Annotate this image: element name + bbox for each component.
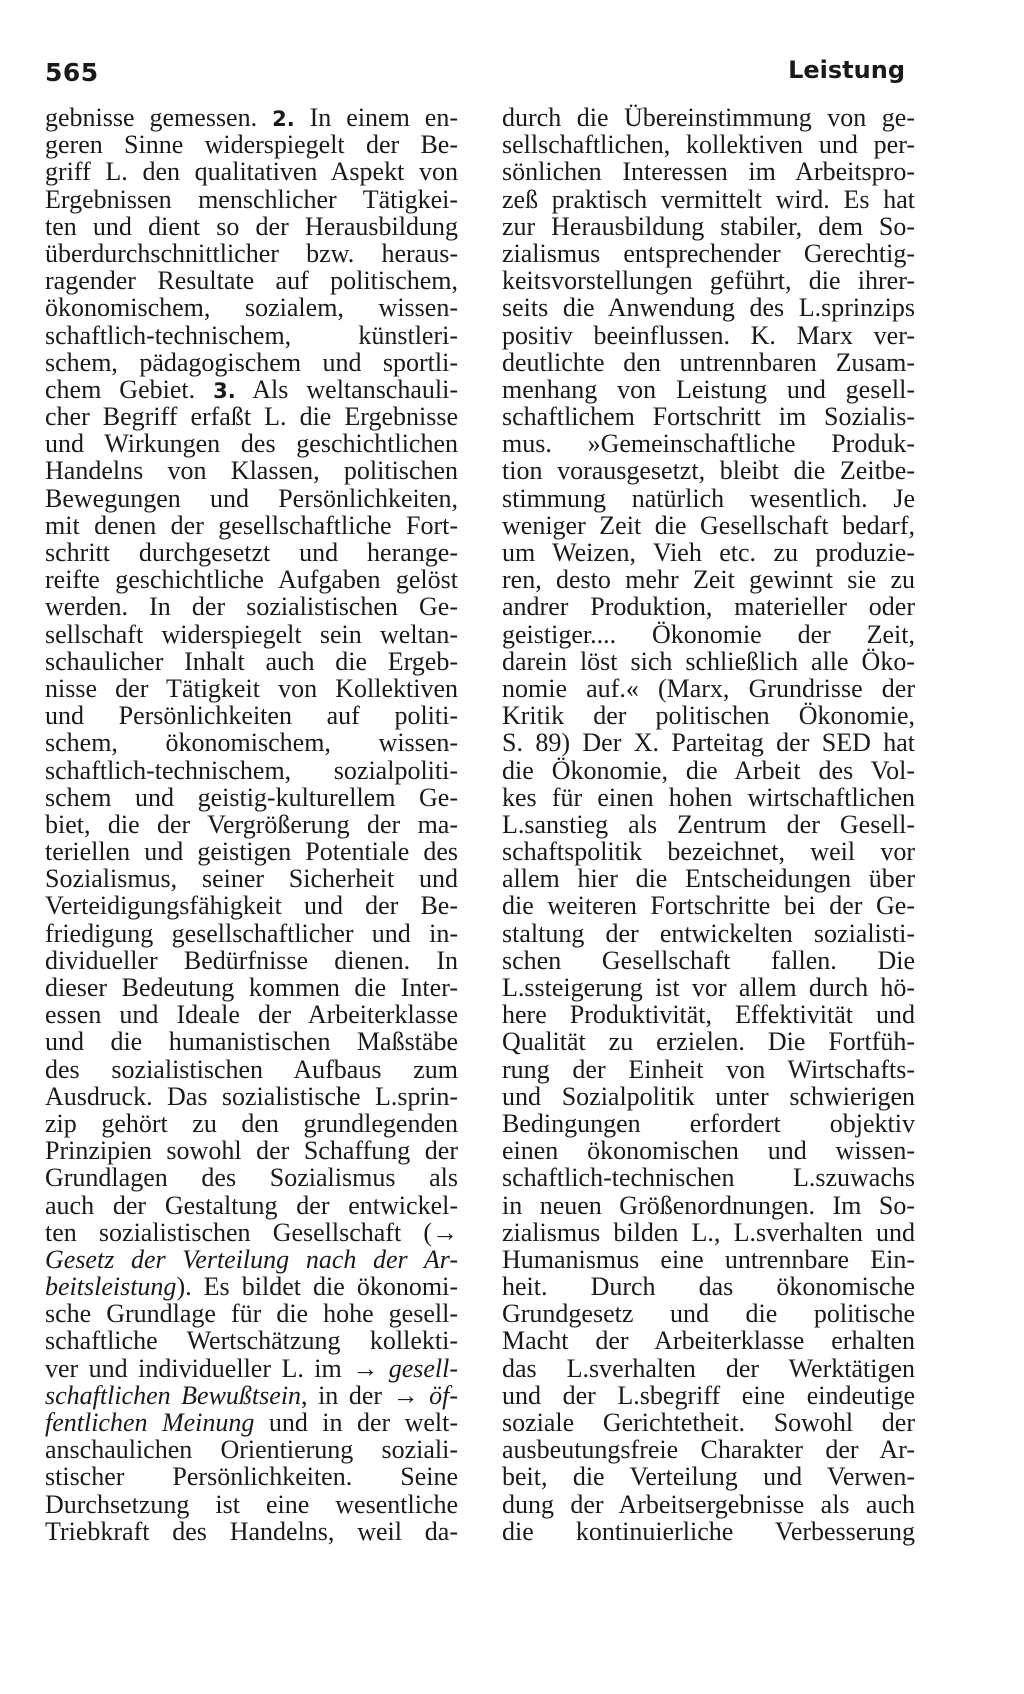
text-line: Verteidigungsfähigkeit und der Be- [45,891,458,921]
text-line: anschaulichen Orientierung soziali- [45,1435,458,1465]
text-line: durch die Übereinstimmung von ge- [502,103,915,132]
text-line: um Weizen, Vieh etc. zu produzie- [502,538,915,567]
text-line: überdurchschnittlicher bzw. heraus- [45,238,458,268]
text-line: schaftspolitik bezeichnet, weil vor [502,837,915,867]
text-line: dung der Arbeitsergebnisse als auch [502,1489,915,1519]
text-line: schaftlich-technischem, künstleri- [45,320,458,350]
text-line: essen und Ideale der Arbeiterklasse [45,1000,458,1030]
text-line: Humanismus eine untrennbare Ein- [502,1244,915,1274]
text-line: zip gehört zu den grundlegenden [45,1108,458,1138]
text-line: sche Grundlage für die hohe gesell- [45,1299,458,1329]
text-line: teriellen und geistigen Potentiale des [45,837,458,867]
text-line: mus. »Gemeinschaftliche Produk- [502,429,915,459]
text-line: die kontinuierliche Verbesserung [502,1516,915,1546]
text-line: sellschaft widerspiegelt sein weltan- [45,619,458,649]
text-line: schritt durchgesetzt und herange- [45,538,458,567]
cross-reference[interactable]: schaftlichen Bewußtsein [45,1380,302,1410]
text-line: biet, die der Vergrößerung der ma- [45,809,458,839]
text-line: tion vorausgesetzt, bleibt die Zeitbe- [502,456,915,486]
cross-reference[interactable]: öf- [429,1380,458,1410]
text-line: cher Begriff erfaßt L. die Ergebnisse [45,402,458,432]
text-line: Durchsetzung ist eine wesentliche [45,1489,458,1519]
running-head: Leistung [788,56,905,84]
text-line: stimmung natürlich wesentlich. Je [502,483,915,513]
cross-reference[interactable]: Gesetz der Verteilung nach der Ar- [45,1244,458,1274]
text-line: schem, pädagogischem und sportli- [45,347,458,377]
text-line: ren, desto mehr Zeit gewinnt sie zu [502,565,915,595]
text-line: Triebkraft des Handelns, weil da- [45,1516,458,1546]
text-line: Bewegungen und Persönlichkeiten, [45,483,458,513]
text-line: andrer Produktion, materieller oder [502,592,915,622]
text-line: kes für einen hohen wirtschaftlichen [502,782,915,812]
left-column [45,104,458,1545]
right-column [502,104,915,1545]
text-line: Grundlagen des Sozialismus als [45,1163,458,1193]
text-line: chem Gebiet. 3. Als weltanschauli- [45,374,458,404]
text-line: und Wirkungen des geschichtlichen [45,429,458,459]
text-line: griff L. den qualitativen Aspekt von [45,157,458,187]
text-line: L.sanstieg als Zentrum der Gesell- [502,809,915,839]
text-line: fentlichen Meinung und in der welt- [45,1408,459,1437]
text-line: Macht der Arbeiterklasse erhalten [502,1326,915,1356]
text-line: Handelns von Klassen, politischen [45,456,458,486]
text-line: here Produktivität, Effektivität und [502,1000,915,1030]
text-line: schaftliche Wertschätzung kollekti- [45,1326,458,1356]
text-line: positiv beeinflussen. K. Marx ver- [502,320,915,350]
text-line: deutlichte den untrennbaren Zusam- [502,347,915,377]
text-line: zialismus entsprechender Gerechtig- [502,238,915,268]
text-line: S. 89) Der X. Parteitag der SED hat [502,728,915,758]
text-line: darein löst sich schließlich alle Öko- [502,646,915,676]
text-line: schaftlichen Bewußtsein, in der → öf- [45,1380,458,1410]
text-line: nisse der Tätigkeit von Kollektiven [45,673,458,703]
text-line: die Ökonomie, die Arbeit des Vol- [502,755,915,785]
text-line: keitsvorstellungen geführt, die ihrer- [502,266,915,296]
text-line: menhang von Leistung und gesell- [502,374,915,404]
text-line: schen Gesellschaft fallen. Die [502,945,915,975]
text-line: Ausdruck. Das sozialistische L.sprin- [45,1081,458,1111]
text-line: allem hier die Entscheidungen über [502,864,915,894]
text-line: ver und individueller L. im → gesell- [45,1353,458,1383]
text-line: schaftlich-technischen L.szuwachs [502,1163,915,1193]
text-line: geistiger.... Ökonomie der Zeit, [502,619,915,649]
text-line: reifte geschichtliche Aufgaben gelöst [45,565,458,595]
cross-reference[interactable]: gesell- [388,1353,458,1383]
text-line: Ergebnissen menschlicher Tätigkei- [45,184,458,214]
text-line: weniger Zeit die Gesellschaft bedarf, [502,510,915,540]
text-line: schem, ökonomischem, wissen- [45,728,458,758]
text-line: Kritik der politischen Ökonomie, [502,701,915,731]
cross-reference[interactable]: fentlichen Meinung [45,1408,255,1437]
text-line: rung der Einheit von Wirtschafts- [502,1054,915,1084]
text-line: geren Sinne widerspiegelt der Be- [45,130,458,160]
cross-reference[interactable]: beitsleistung [45,1272,177,1302]
text-line: L.ssteigerung ist vor allem durch hö- [502,973,915,1002]
text-line: und Persönlichkeiten auf politi- [45,701,458,731]
section-number: 2. [272,107,295,131]
text-line: soziale Gerichtetheit. Sowohl der [502,1408,915,1437]
page-header [45,50,905,90]
text-line: beit, die Verteilung und Verwen- [502,1462,915,1492]
text-line: die weiteren Fortschritte bei der Ge- [502,891,915,921]
text-line: ragender Resultate auf politischem, [45,266,458,296]
text-line: auch der Gestaltung der entwickel- [45,1190,458,1220]
text-line: Bedingungen erfordert objektiv [502,1108,915,1138]
text-line: seits die Anwendung des L.sprinzips [502,293,915,323]
text-line: Qualität zu erzielen. Die Fortfüh- [502,1027,915,1057]
text-line: zialismus bilden L., L.sverhalten und [502,1217,915,1247]
text-line: staltung der entwickelten sozialisti- [502,918,915,948]
text-line: gebnisse gemessen. 2. In einem en- [45,103,458,132]
text-line: nomie auf.« (Marx, Grundrisse der [502,673,915,703]
text-line: mit denen der gesellschaftliche Fort- [45,510,458,540]
text-line: Sozialismus, seiner Sicherheit und [45,864,458,894]
text-line: schaftlich-technischem, sozialpoliti- [45,755,458,785]
text-line: dividueller Bedürfnisse dienen. In [45,945,458,975]
page-number: 565 [45,58,99,87]
text-line: sellschaftlichen, kollektiven und per- [502,130,915,160]
text-line: sönlichen Interessen im Arbeitspro- [502,157,915,187]
text-line: ten sozialistischen Gesellschaft (→ [45,1217,458,1247]
text-line: ökonomischem, sozialem, wissen- [45,293,458,323]
text-line: friedigung gesellschaftlicher und in- [45,918,458,948]
text-line: zur Herausbildung stabiler, dem So- [502,211,915,241]
text-line: des sozialistischen Aufbaus zum [45,1054,458,1084]
text-line: schaftlichem Fortschritt im Sozialis- [502,402,915,432]
text-line: schem und geistig-kulturellem Ge- [45,782,458,812]
text-line: Prinzipien sowohl der Schaffung der [45,1136,458,1166]
text-line: und die humanistischen Maßstäbe [45,1027,458,1057]
text-line: und der L.sbegriff eine eindeutige [502,1380,915,1410]
text-line: schaulicher Inhalt auch die Ergeb- [45,646,458,676]
text-line: zeß praktisch vermittelt wird. Es hat [502,184,915,214]
text-line: beitsleistung). Es bildet die ökonomi- [45,1272,458,1302]
text-line: werden. In der sozialistischen Ge- [45,592,458,622]
text-line: und Sozialpolitik unter schwierigen [502,1081,915,1111]
text-line: heit. Durch das ökonomische [502,1272,915,1302]
text-line: stischer Persönlichkeiten. Seine [45,1462,458,1492]
text-line: Grundgesetz und die politische [502,1299,915,1329]
text-line: ausbeutungsfreie Charakter der Ar- [502,1435,915,1465]
section-number: 3. [213,378,236,403]
text-line: dieser Bedeutung kommen die Inter- [45,973,458,1002]
text-line: ten und dient so der Herausbildung [45,211,458,241]
text-line: in neuen Größenordnungen. Im So- [502,1190,915,1220]
text-line: einen ökonomischen und wissen- [502,1136,915,1166]
text-line: das L.sverhalten der Werktätigen [502,1353,915,1383]
